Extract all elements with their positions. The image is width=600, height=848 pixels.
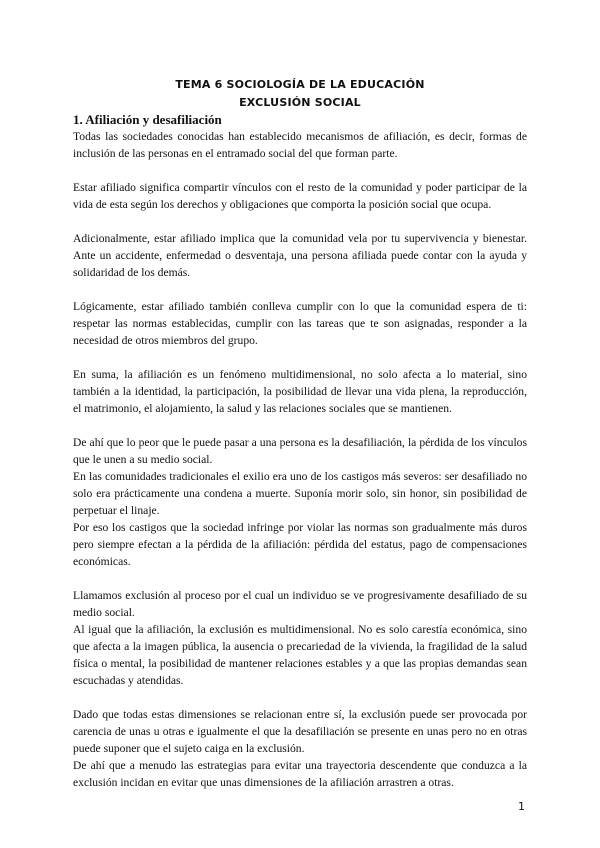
paragraph: Estar afiliado significa compartir vínculos con el resto de la comunidad y poder participar de la vida de esta según los derechos y obligaciones que comporta la posición social que ocupa. [73,181,527,211]
paragraph: En las comunidades tradicionales el exilio era uno de los castigos más severos: ser desafiliado no solo era prácticamente una condena a muerte. Suponía morir solo, sin honor, sin posibilidad de perpetuar el linaje. [73,470,527,517]
section-heading: 1. Afiliación y desafiliación [73,112,222,127]
paragraph: De ahí que a menudo las estrategias para evitar una trayectoria descendente que conduzca a la exclusión incidan en evitar que unas dimensiones de la afiliación arrastren a otras. [73,759,527,789]
paragraph: Lógicamente, estar afiliado también conlleva cumplir con lo que la comunidad espera de ti: respetar las normas establecidas, cumplir con las tareas que te son asignadas, responder a la necesidad de otros miembros del grupo. [73,300,527,347]
document-body [73,112,527,791]
paragraph: Todas las sociedades conocidas han establecido mecanismos de afiliación, es decir, formas de inclusión de las personas en el entramado social del que forman parte. [73,130,527,160]
paragraph: Adicionalmente, estar afiliado implica que la comunidad vela por tu supervivencia y bienestar. Ante un accidente, enfermedad o desventaja, una persona afiliada puede contar con la ayuda y solidaridad de los demás. [73,232,527,279]
paragraph: Al igual que la afiliación, la exclusión es multidimensional. No es solo carestía económica, sino que afecta a la imagen pública, la ausencia o precariedad de la vivienda, la fragilidad de la salud física o mental, la posibilidad de mantener relaciones estables y a que las propias demandas sean escuchadas y atendidas. [73,623,527,687]
document-subtitle: EXCLUSIÓN SOCIAL [239,96,361,109]
paragraph: Dado que todas estas dimensiones se relacionan entre sí, la exclusión puede ser provocada por carencia de unas u otras e igualmente el que la desafiliación se presente en unas pero no en otras puede suponer que el sujeto caiga en la exclusión. [73,708,527,755]
page-number: 1 [518,800,525,813]
paragraph: Por eso los castigos que la sociedad infringe por violar las normas son gradualmente más duros pero siempre efectan a la pérdida de la afiliación: pérdida del estatus, pago de compensaciones económicas. [73,521,527,568]
paragraph: Llamamos exclusión al proceso por el cual un individuo se ve progresivamente desafiliado de su medio social. [73,589,527,619]
paragraph: De ahí que lo peor que le puede pasar a una persona es la desafiliación, la pérdida de los vínculos que le unen a su medio social. [73,436,527,466]
document-title: TEMA 6 SOCIOLOGÍA DE LA EDUCACIÓN [175,78,425,91]
paragraph: En suma, la afiliación es un fenómeno multidimensional, no solo afecta a lo material, sino también a la identidad, la participación, la posibilidad de llevar una vida plena, la reproducción, el matrimonio, el alojamiento, la salud y las relaciones sociales que se mantienen. [73,368,527,415]
